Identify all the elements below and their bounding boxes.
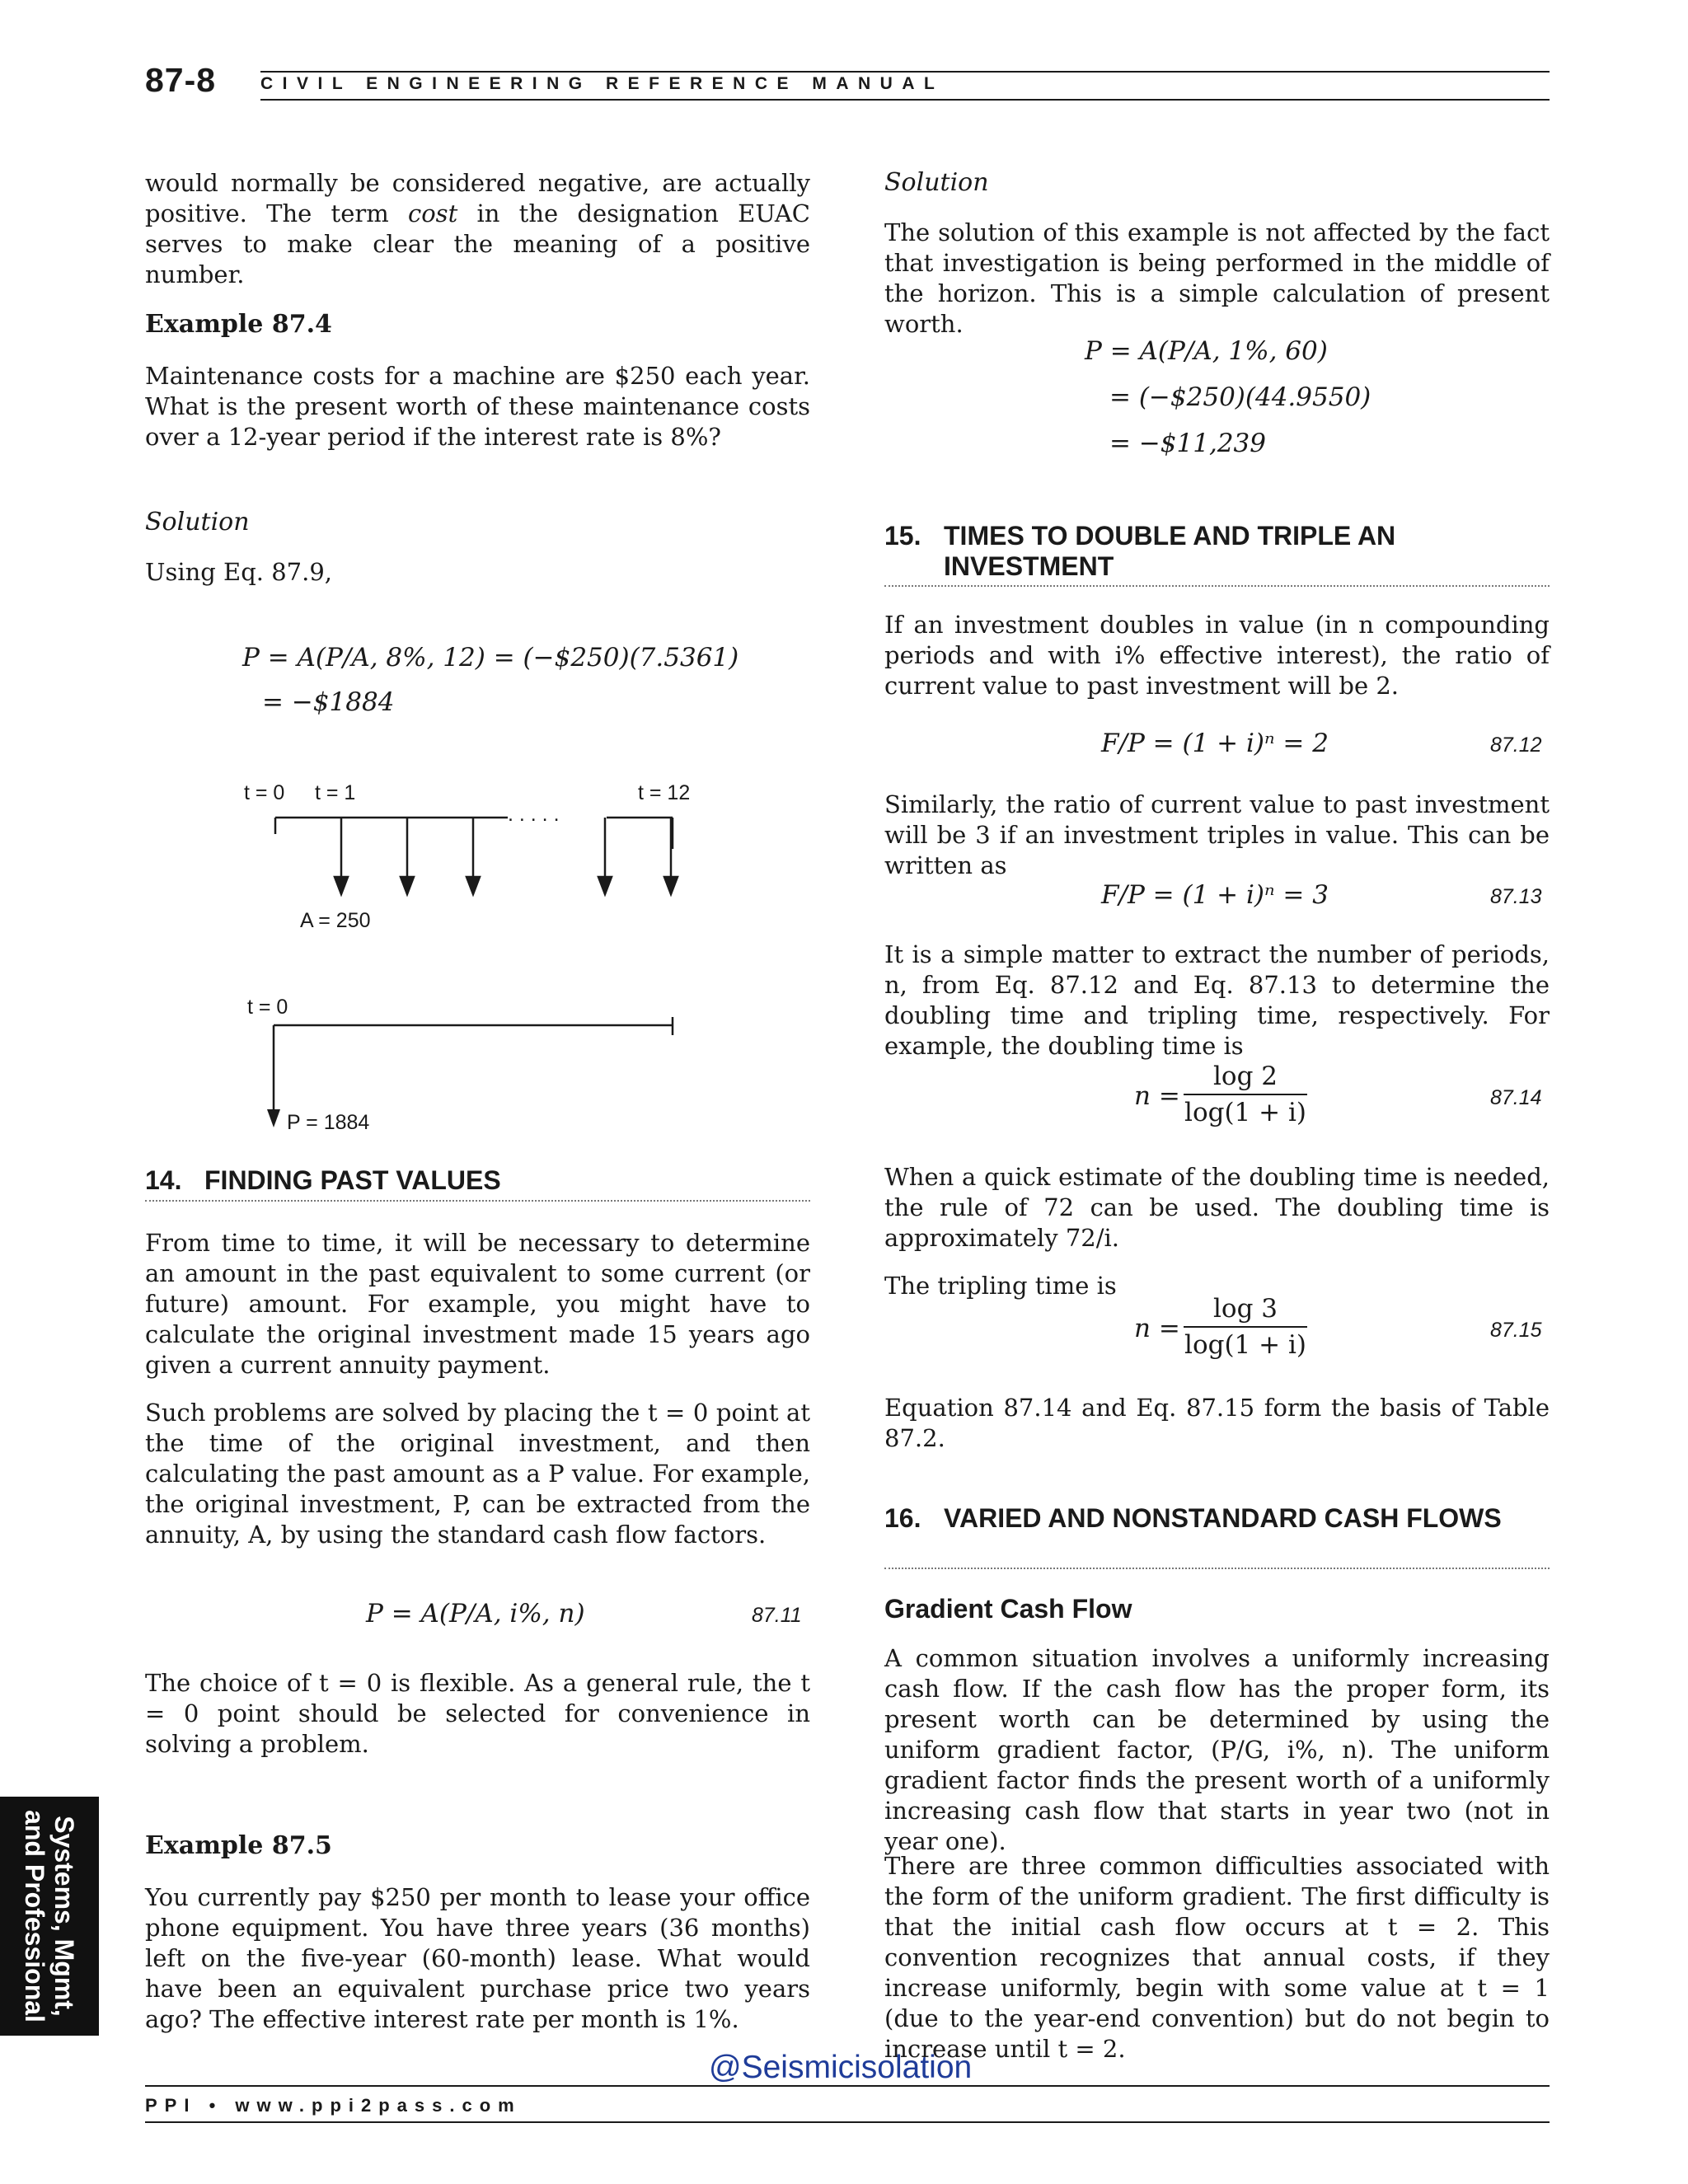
- equation-87-15-lhs: n =: [1134, 1314, 1180, 1343]
- side-tab-label: Systems, Mgmt, and Professional: [20, 1810, 79, 2022]
- section-16-para-1: A common situation involves a uniformly increasing cash flow. If the cash flow has the proper form, its present worth can be determined by using the uniform gradient factor, (P/G, i%, n). The uniform gradient factor finds the present worth of a uniformly increasing cash flow that starts in year two (not in year one).: [884, 1644, 1550, 1855]
- annuity-arrows: [335, 818, 678, 894]
- section-15-para-2: Similarly, the ratio of current value to past investment will be 3 if an investment triples in value. This can be written as: [884, 790, 1550, 879]
- section-14-para-3: The choice of t = 0 is flexible. As a general rule, the t = 0 point should be selected for convenience in solving a problem.: [145, 1669, 810, 1758]
- equation-87-13-number: 87.13: [1490, 885, 1542, 908]
- section-16-heading: 16. VARIED AND NONSTANDARD CASH FLOWS: [884, 1503, 1502, 1533]
- section-15-rule: [884, 585, 1550, 587]
- watermark: @Seismicisolation: [709, 2050, 973, 2085]
- section-15-para-5: The tripling time is: [884, 1272, 1117, 1300]
- section-14-para-2: Such problems are solved by placing the t = 0 point at the time of the original investment, and then calculating the past amount as a P value. For example, the original investment, P, can be extracted from the annuity, A, by using the standard cash flow factors.: [145, 1399, 810, 1549]
- section-15-para-6: Equation 87.14 and Eq. 87.15 form the basis of Table 87.2.: [884, 1394, 1550, 1452]
- equation-87-15-number: 87.15: [1490, 1319, 1542, 1342]
- section-16-para-2: There are three common difficulties associated with the form of the uniform gradient. The first difficulty is that the initial cash flow occurs at t = 2. This convention recognizes that annual costs, if they increase uniformly, begin with some value at t = 1 (due to the year-end convention) but do not begin to increase until t = 2.: [884, 1852, 1550, 2063]
- section-15-para-4: When a quick estimate of the doubling time is needed, the rule of 72 can be used. The doubling time is approximately 72/i.: [884, 1163, 1550, 1252]
- label-t0: t = 0: [244, 781, 285, 804]
- section-15-heading: 15. TIMES TO DOUBLE AND TRIPLE AN INVESTMENT: [884, 521, 1396, 581]
- running-title: CIVIL ENGINEERING REFERENCE MANUAL: [260, 74, 945, 93]
- example-874-using: Using Eq. 87.9,: [145, 558, 333, 586]
- example-875-equation-2: = (−$250)(44.9550): [1109, 382, 1372, 412]
- present-arrow: [267, 1109, 280, 1127]
- example-874-title: Example 87.4: [145, 310, 332, 339]
- example-874-problem: Maintenance costs for a machine are $250 each year. What is the present worth of these maintenance costs over a 12-year period if the interest rate is 8%?: [145, 362, 810, 451]
- example-874-solution-label: Solution: [145, 508, 250, 537]
- label-t0-bottom: t = 0: [247, 996, 288, 1019]
- example-875-equation-3: = −$11,239: [1109, 429, 1266, 458]
- equation-87-15-fraction: log 3 log(1 + i): [1184, 1294, 1306, 1360]
- page-number: 87-8: [145, 61, 217, 99]
- section-16-rule: [884, 1568, 1550, 1569]
- example-875-equation-1: P = A(P/A, 1%, 60): [1085, 336, 1328, 366]
- header-rule-top: [260, 71, 1550, 73]
- example-875-problem: You currently pay $250 per month to lease your office phone equipment. You have three years (36 months) left on the five-year (60-month) lease. What would have been an equivalent purchase price two years ago? The effective interest rate per month is 1%.: [145, 1883, 810, 2033]
- equation-87-12: F/P = (1 + i)ⁿ = 2: [1101, 729, 1329, 758]
- footer-rule-bottom: [145, 2121, 1550, 2123]
- example-874-equation-2: = −$1884: [262, 687, 395, 717]
- section-14-heading: 14. FINDING PAST VALUES: [145, 1165, 501, 1195]
- label-t1: t = 1: [315, 781, 356, 804]
- equation-87-11-number: 87.11: [752, 1604, 802, 1627]
- example-875-solution-label: Solution: [884, 168, 989, 197]
- equation-87-11: P = A(P/A, i%, n): [366, 1599, 585, 1629]
- example-875-solution-text: The solution of this example is not affected by the fact that investigation is being performed in the middle of the horizon. This is a simple calculation of present worth.: [884, 218, 1550, 338]
- section-15-para-1: If an investment doubles in value (in n compounding periods and with i% effective interest), the ratio of current value to past investment will be 2.: [884, 611, 1550, 700]
- section-14-para-1: From time to time, it will be necessary to determine an amount in the past equivalent to some current (or future) amount. For example, you might have to calculate the original investment made 15 years ago given a current annuity payment.: [145, 1229, 810, 1379]
- footer-text: PPI • www.ppi2pass.com: [145, 2095, 522, 2116]
- header-rule-bottom: [260, 99, 1550, 101]
- cash-flow-diagram: [145, 775, 738, 1137]
- equation-87-14-lhs: n =: [1134, 1081, 1180, 1111]
- gradient-cash-flow-subheading: Gradient Cash Flow: [884, 1594, 1132, 1624]
- label-annuity: A = 250: [300, 909, 371, 932]
- equation-87-14-fraction: log 2 log(1 + i): [1184, 1062, 1306, 1127]
- intro-paragraph: would normally be considered negative, are actually positive. The term cost in the designation EUAC serves to make clear the meaning of a positive number.: [145, 169, 810, 288]
- section-15-para-3: It is a simple matter to extract the number of periods, n, from Eq. 87.12 and Eq. 87.13 to determine the doubling time and tripling time, respectively. For example, the doubling time is: [884, 940, 1550, 1060]
- section-14-rule: [145, 1200, 810, 1202]
- timeline-dots: . . . . .: [508, 803, 560, 826]
- equation-87-14-number: 87.14: [1490, 1086, 1542, 1109]
- equation-87-13: F/P = (1 + i)ⁿ = 3: [1101, 880, 1329, 910]
- example-874-equation-1: P = A(P/A, 8%, 12) = (−$250)(7.5361): [242, 643, 739, 673]
- label-present: P = 1884: [287, 1111, 370, 1134]
- label-t12: t = 12: [638, 781, 691, 804]
- equation-87-12-number: 87.12: [1490, 733, 1542, 757]
- example-875-title: Example 87.5: [145, 1831, 332, 1860]
- footer-rule-top: [145, 2085, 1550, 2087]
